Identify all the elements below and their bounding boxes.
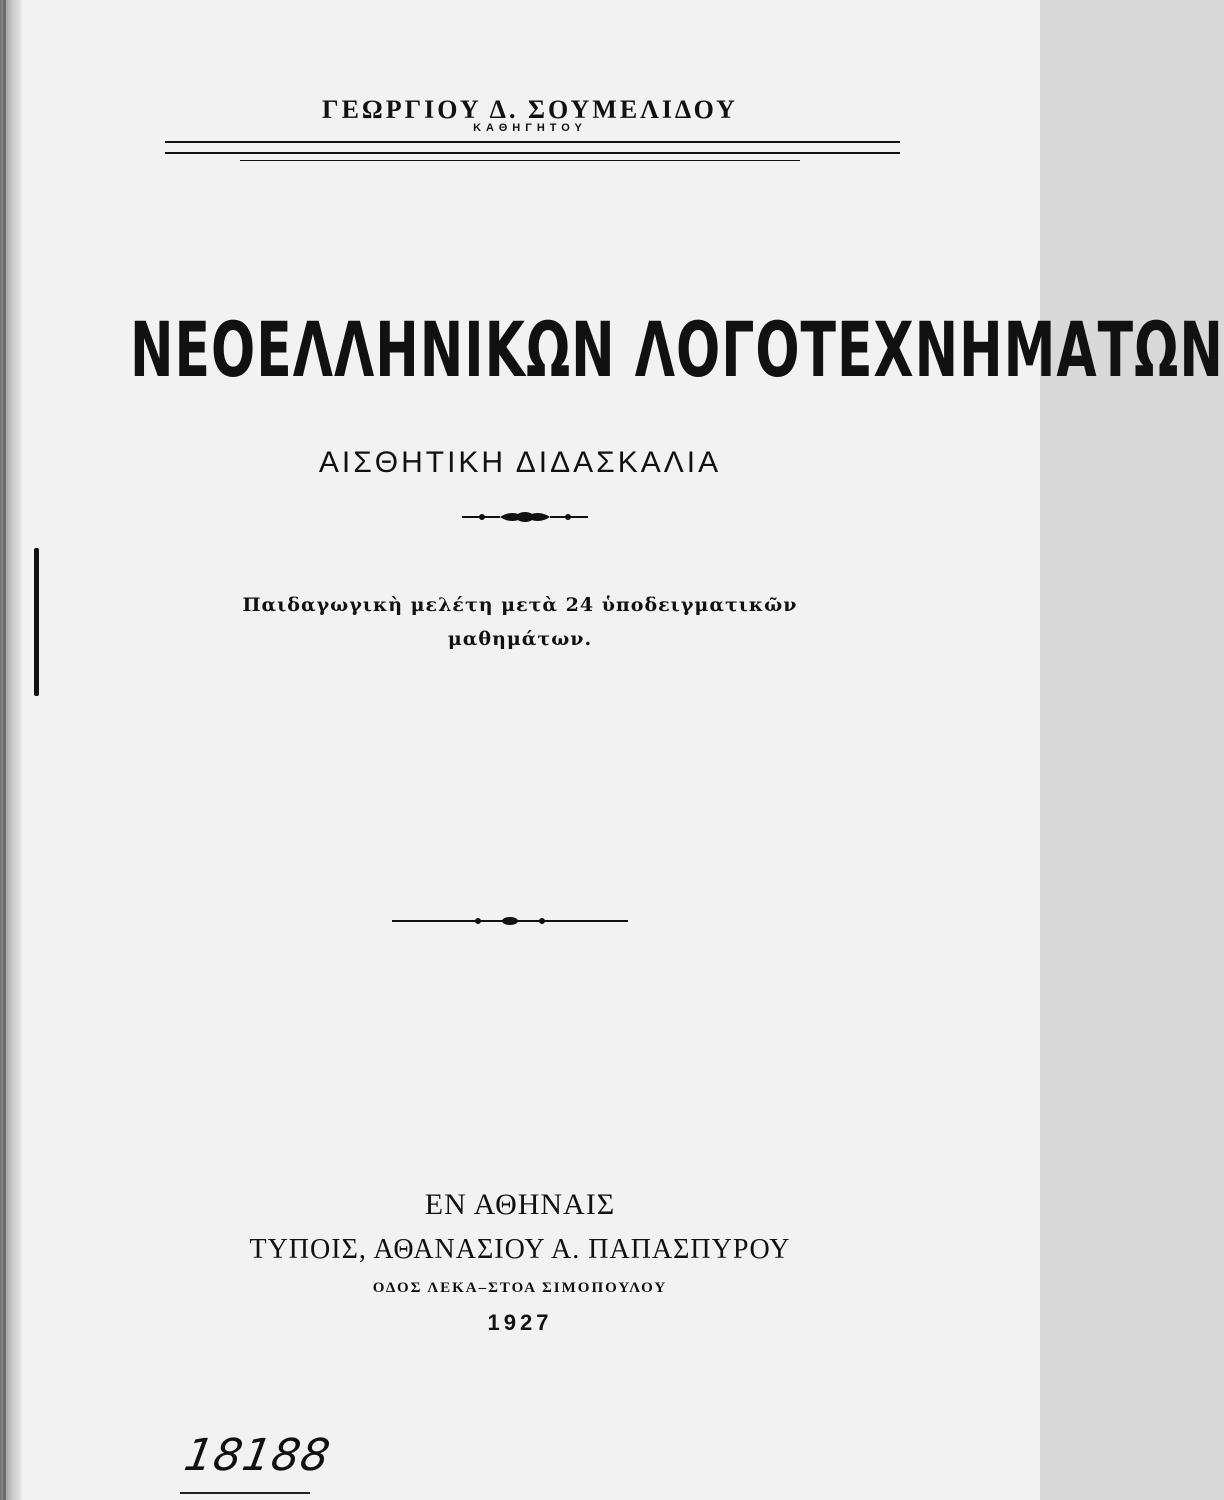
ornament-icon	[460, 506, 590, 528]
staple-mark	[34, 548, 39, 696]
description-line-1: Παιδαγωγικὴ μελέτη μετὰ 24 ὑποδειγματικῶν	[242, 594, 798, 616]
handwritten-underline	[180, 1492, 310, 1494]
publication-place: ΕΝ ΑΘΗΝΑΙΣ	[424, 1188, 616, 1221]
description-line-2: μαθημάτων.	[447, 628, 593, 650]
author-name: ΓΕΩΡΓΙΟΥ Δ. ΣΟΥΜΕΛΙΔΟΥ	[322, 95, 738, 124]
printer-address: ΟΔΟΣ ΛΕΚΑ–ΣΤΟΑ ΣΙΜΟΠΟΥΛΟΥ	[372, 1280, 668, 1296]
divider-ornament-icon	[392, 910, 628, 932]
printer-name: ΤΥΠΟΙΣ, ΑΘΑΝΑΣΙΟΥ Α. ΠΑΠΑΣΠΥΡΟΥ	[249, 1234, 791, 1265]
book-subtitle: ΑΙΣΘΗΤΙΚΗ ΔΙΔΑΣΚΑΛΙΑ	[318, 446, 722, 479]
description	[180, 588, 860, 656]
author-title: ΚΑΘΗΓΗΤΟΥ	[473, 122, 587, 134]
header-rule-bottom	[240, 160, 800, 161]
header-rule-middle	[165, 152, 900, 154]
binding-shadow-line	[3, 0, 6, 1500]
publication-year: 1927	[487, 1310, 553, 1335]
book-title: ΝΕΟΕΛΛΗΝΙΚΩΝ ΛΟΓΟΤΕΧΝΗΜΑΤΩΝ	[130, 308, 1224, 395]
header-rule-top	[165, 141, 900, 143]
handwritten-catalog-number: 18188	[180, 1430, 335, 1481]
